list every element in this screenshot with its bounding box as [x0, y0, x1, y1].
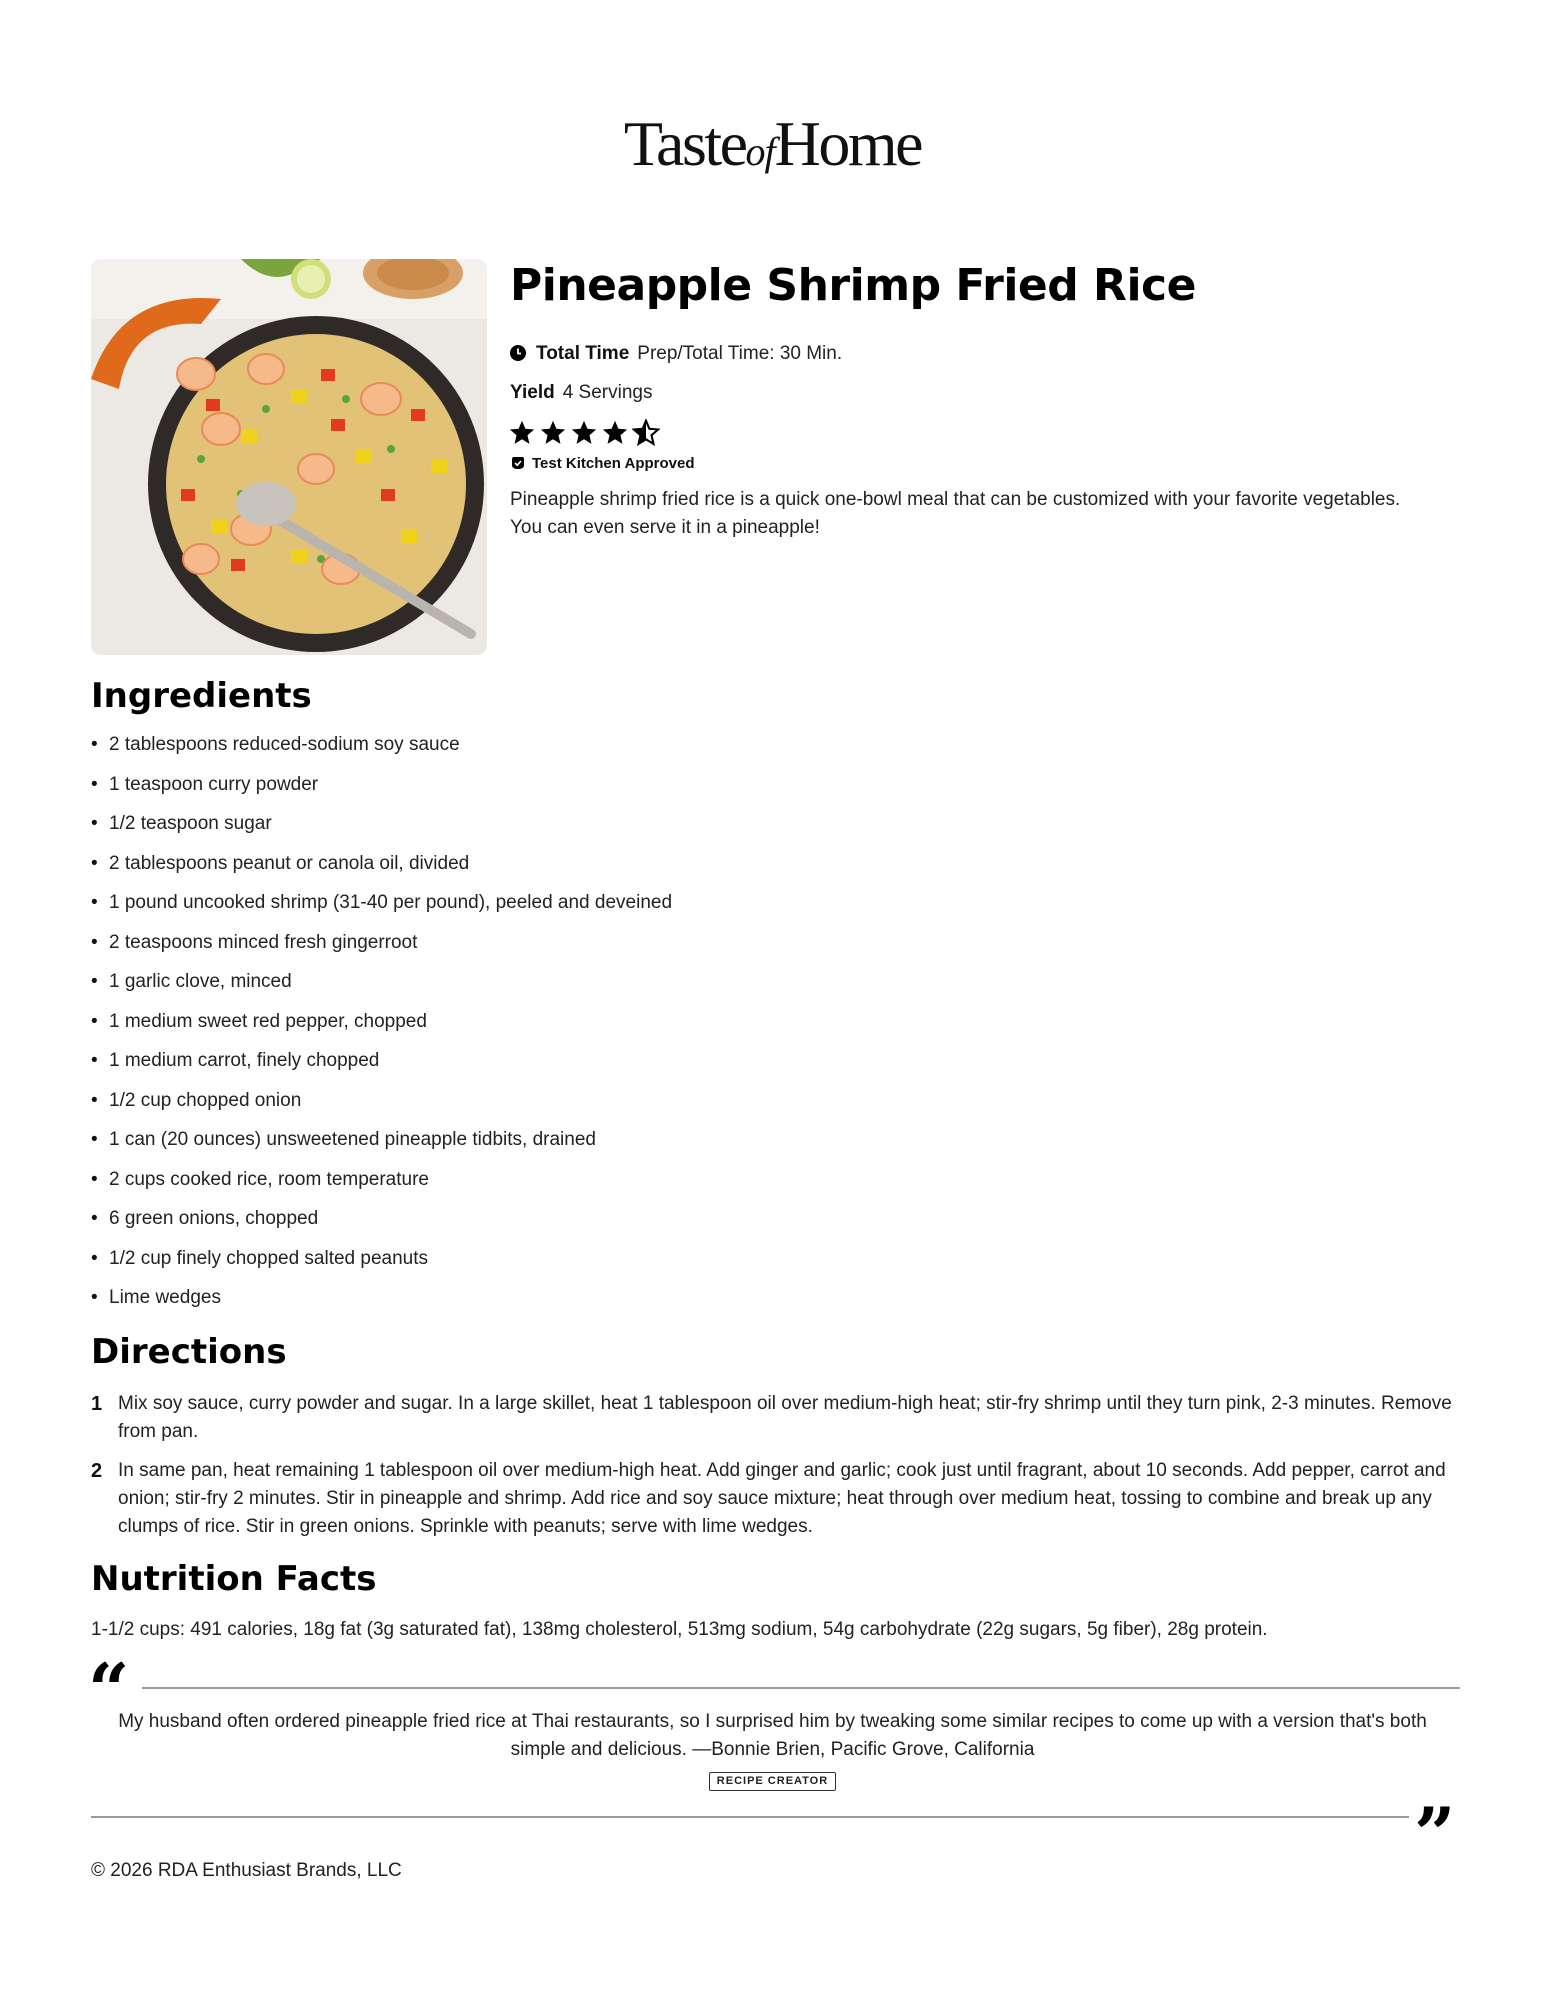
direction-step [91, 1390, 1461, 1446]
clock-icon [510, 345, 526, 361]
badge-icon [510, 456, 526, 470]
ingredient-item: • Lime wedges [91, 1285, 672, 1325]
ingredient-item: • 2 tablespoons peanut or canola oil, divided [91, 851, 672, 891]
step-number: 1 [91, 1393, 103, 1415]
ingredient-item: • 2 tablespoons reduced-sodium soy sauce [91, 732, 672, 772]
recipe-title: Pineapple Shrimp Fried Rice [510, 260, 1196, 311]
direction-step [91, 1457, 1461, 1541]
ingredient-item: • 1 medium carrot, finely chopped [91, 1048, 672, 1088]
ingredient-item: • 1 can (20 ounces) unsweetened pineapple tidbits, drained [91, 1127, 672, 1167]
nutrition-heading: Nutrition Facts [91, 1559, 377, 1599]
yield-row [510, 382, 652, 404]
star-full-icon [508, 419, 536, 447]
ingredients-heading: Ingredients [91, 676, 312, 716]
fried-rice-skillet-photo [91, 259, 487, 655]
taste-of-home-logo: TasteofHome [623, 108, 922, 179]
total-time-value: Prep/Total Time: 30 Min. [637, 343, 843, 364]
ingredient-item: • 1/2 cup finely chopped salted peanuts [91, 1246, 672, 1286]
step-text: Mix soy sauce, curry powder and sugar. In a large skillet, heat 1 tablespoon oil over medium-high heat; stir-fry shrimp until they turn pink, 2-3 minutes. Remove from pan. [118, 1393, 1452, 1442]
ingredient-item: • 1/2 teaspoon sugar [91, 811, 672, 851]
yield-label: Yield [510, 382, 555, 403]
step-text: In same pan, heat remaining 1 tablespoon oil over medium-high heat. Add ginger and garlic; cook just until fragrant, about 10 seconds. Add pepper, carrot and onion; stir-fry 2 minutes. Stir in pineapple and shrimp. Add rice and soy sauce mixture; heat through over medium heat, tossing to combine and break up any clumps of rice. Stir in green onions. Sprinkle with peanuts; serve with lime wedges. [118, 1460, 1446, 1537]
recipe-creator-badge: RECIPE CREATOR [709, 1772, 836, 1791]
step-number: 2 [91, 1460, 103, 1482]
close-quote-mark: ” [1414, 1791, 1456, 1876]
ingredient-item: • 1/2 cup chopped onion [91, 1088, 672, 1128]
directions-list [91, 1390, 1461, 1552]
ingredient-item: • 2 cups cooked rice, room temperature [91, 1167, 672, 1207]
nutrition-text: 1-1/2 cups: 491 calories, 18g fat (3g saturated fat), 138mg cholesterol, 513mg sodium, 54g carbohydrate (22g sugars, 5g fiber), 28g protein. [91, 1619, 1268, 1640]
yield-value: 4 Servings [562, 382, 653, 403]
star-full-icon [601, 419, 629, 447]
ingredients-list [91, 732, 672, 1325]
star-full-icon [539, 419, 567, 447]
recipe-photo [91, 259, 487, 655]
open-quote-mark: “ [88, 1647, 130, 1732]
testimonial-text: My husband often ordered pineapple fried rice at Thai restaurants, so I surprised him by tweaking some similar recipes to come up with a version that's both simple and delicious. —Bonnie Brien, Pacific Grove, California [118, 1711, 1427, 1760]
total-time-row [510, 343, 842, 365]
quote-bottom-divider [91, 1816, 1409, 1818]
ingredient-item: • 1 garlic clove, minced [91, 969, 672, 1009]
ingredient-item: • 1 pound uncooked shrimp (31-40 per pound), peeled and deveined [91, 890, 672, 930]
quote-top-divider [142, 1687, 1460, 1689]
ingredient-item: • 6 green onions, chopped [91, 1206, 672, 1246]
ingredient-item: • 1 medium sweet red pepper, chopped [91, 1009, 672, 1049]
ingredient-item: • 1 teaspoon curry powder [91, 772, 672, 812]
directions-heading: Directions [91, 1332, 287, 1372]
star-half-icon [632, 419, 660, 447]
recipe-description: Pineapple shrimp fried rice is a quick one-bowl meal that can be customized with your favorite vegetables. You can even serve it in a pineapple! [510, 489, 1401, 538]
ingredient-item: • 2 teaspoons minced fresh gingerroot [91, 930, 672, 970]
total-time-label: Total Time [536, 343, 630, 364]
test-kitchen-approved: Test Kitchen Approved [510, 455, 695, 472]
copyright: © 2026 RDA Enthusiast Brands, LLC [91, 1860, 402, 1881]
star-full-icon [570, 419, 598, 447]
star-rating [508, 419, 663, 452]
